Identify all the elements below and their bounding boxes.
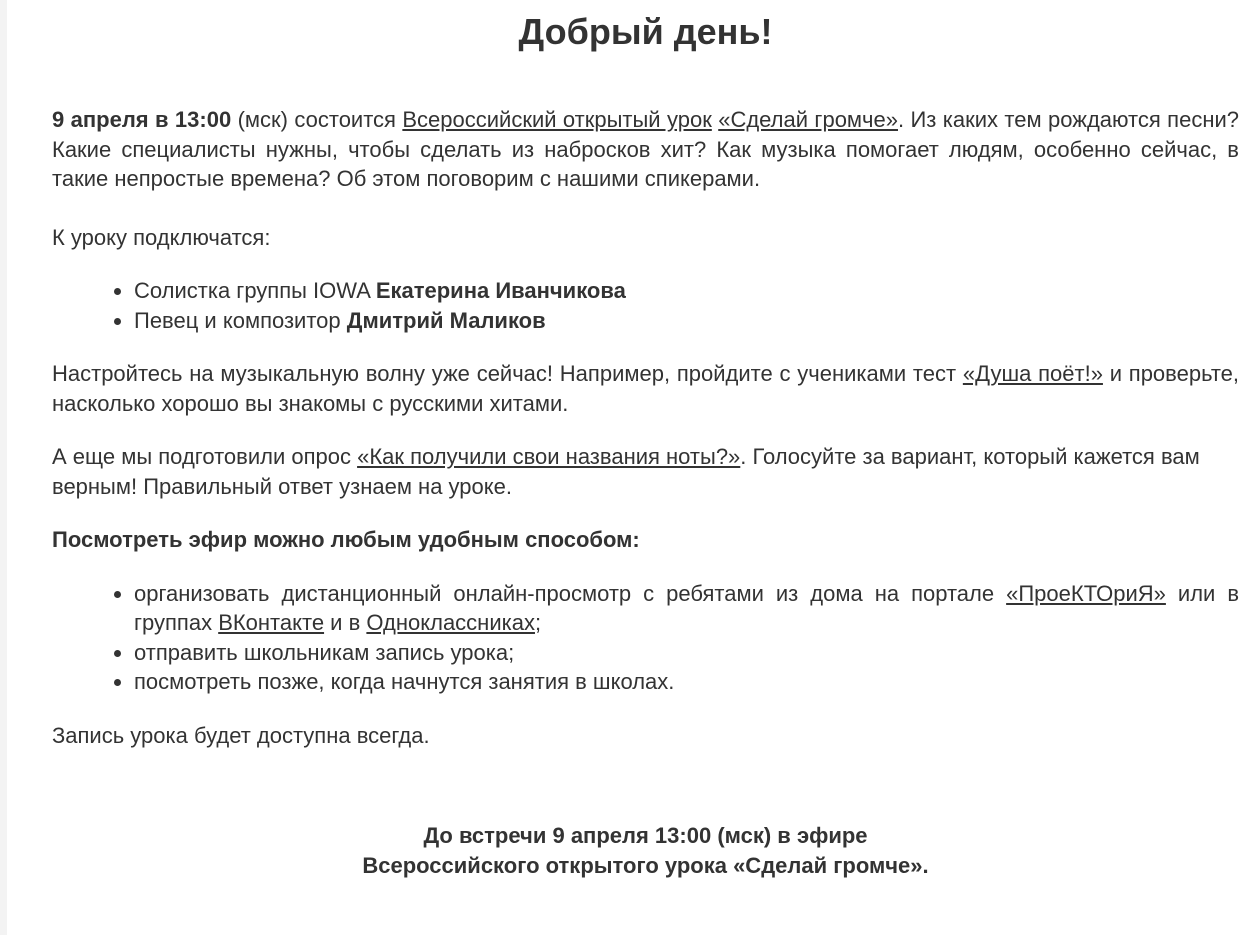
watch-option-item: • отправить школьникам запись урока;: [134, 638, 1239, 668]
lesson-name-link[interactable]: «Сделай громче»: [718, 107, 898, 132]
quiz-link[interactable]: «Душа поёт!»: [962, 361, 1103, 386]
vkontakte-link[interactable]: ВКонтакте: [218, 610, 325, 635]
closing-line-2: Всероссийского открытого урока «Сделай громче».: [362, 852, 929, 878]
closing-line-1: До встречи 9 апреля 13:00 (мск) в эфире: [423, 823, 868, 848]
option-text: ;: [534, 610, 542, 635]
speaker-name: Екатерина Иванчикова: [375, 278, 626, 303]
option-text: или в группах: [134, 580, 1240, 635]
tune-paragraph: [52, 359, 1239, 418]
proektoria-link[interactable]: «ПроеКТОриЯ»: [1006, 580, 1166, 606]
watch-options-heading-text: Посмотреть эфир можно любым удобным способом:: [52, 527, 640, 552]
watch-option-item: [134, 579, 1239, 638]
poll-text-1: А еще мы подготовили опрос: [52, 444, 358, 469]
email-body: [52, 8, 1239, 880]
closing-message: [52, 821, 1239, 880]
intro-paragraph: [52, 105, 1239, 194]
intro-text-1: (мск) состоится: [231, 107, 403, 132]
odnoklassniki-link[interactable]: Одноклассниках: [366, 610, 535, 635]
tune-text-2: и проверьте, насколько хорошо вы знакомы с русскими хитами.: [52, 361, 1239, 416]
poll-link[interactable]: «Как получили свои названия ноты?»: [357, 444, 741, 469]
speaker-role: Солистка группы IOWA: [134, 278, 376, 303]
option-text: и в: [324, 610, 367, 635]
watch-options-list: [52, 579, 1239, 697]
watch-option-item: • посмотреть позже, когда начнутся занятия в школах.: [134, 667, 1239, 697]
page-title: Добрый день!: [518, 11, 773, 52]
speaker-item: [134, 276, 1239, 306]
left-edge-strip: [0, 0, 7, 935]
lesson-link[interactable]: Всероссийский открытый урок: [402, 107, 712, 132]
tune-text-1: Настройтесь на музыкальную волну уже сейчас! Например, пройдите с учениками тест: [52, 361, 963, 386]
intro-text-2: . Из каких тем рождаются песни? Какие специалисты нужны, чтобы сделать из набросков хит? Как музыка помогает людям, особенно сейчас, в такие непростые времена? Об этом поговорим с нашими спикерами.: [52, 107, 1239, 191]
speaker-item: [134, 306, 1239, 336]
record-note: Запись урока будет доступна всегда.: [52, 722, 430, 748]
intro-date: 9 апреля в 13:00: [52, 107, 232, 132]
poll-text-2: . Голосуйте за вариант, который кажется вам верным! Правильный ответ узнаем на уроке.: [52, 444, 1200, 499]
watch-options-heading: [52, 525, 1239, 555]
speakers-intro: К уроку подключатся:: [52, 224, 271, 250]
poll-paragraph: [52, 442, 1239, 501]
option-text: организовать дистанционный онлайн-просмотр с ребятами из дома на портале: [134, 580, 1007, 606]
speaker-name: Дмитрий Маликов: [346, 307, 546, 333]
speaker-role: Певец и композитор: [134, 307, 347, 333]
speakers-list: [52, 276, 1239, 335]
